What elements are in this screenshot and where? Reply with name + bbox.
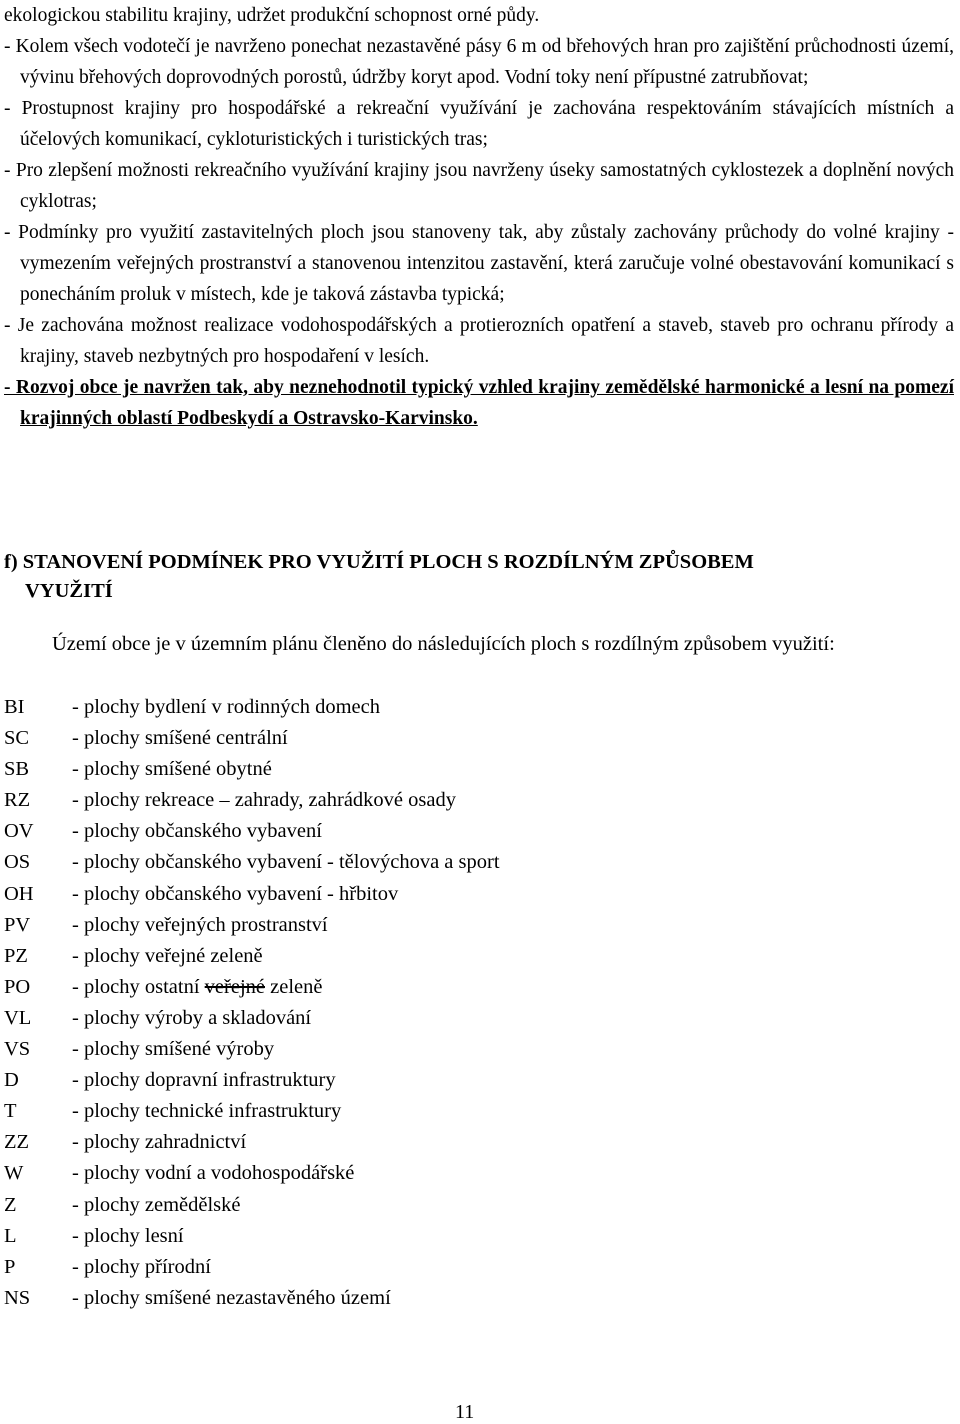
list-item — [4, 816, 704, 847]
code-description: - plochy bydlení v rodinných domech — [72, 696, 381, 718]
code-description: - plochy dopravní infrastruktury — [72, 1069, 336, 1092]
land-use-code-list — [4, 692, 704, 1314]
list-item — [4, 1127, 704, 1158]
bullet-water-measures: - Je zachována možnost realizace vodohospodářských a protierozních opatření a staveb, staveb pro ochranu přírody a krajiny, staveb nezbytných pro hospodaření v lesích. — [4, 315, 954, 367]
code-label: OS — [4, 851, 31, 874]
code-label: Z — [4, 1193, 17, 1216]
code-description: - plochy občanského vybavení - tělovýchova a sport — [72, 851, 500, 874]
code-label: D — [4, 1069, 19, 1092]
list-item — [4, 785, 704, 816]
list-item — [4, 910, 704, 941]
code-description: - plochy výroby a skladování — [72, 1006, 312, 1029]
code-label: VL — [4, 1006, 32, 1029]
bullet-landscape-character: - Rozvoj obce je navržen tak, aby neznehodnotil typický vzhled krajiny zemědělské harmonické a lesní na pomezí krajinných oblastí Podbeskydí a Ostravsko-Karvinsko. — [4, 377, 954, 429]
code-description: - plochy zemědělské — [72, 1193, 241, 1216]
code-description: - plochy smíšené výroby — [72, 1038, 275, 1061]
bullet-section — [4, 0, 954, 434]
list-item — [4, 972, 704, 1003]
code-description: - plochy veřejných prostranství — [72, 913, 328, 936]
bullet-watercourses: - Kolem všech vodotečí je navrženo ponechat nezastavěné pásy 6 m od břehových hran pro zajištění průchodnosti území, vývinu břehových doprovodných porostů, údržby koryt apod. Vodní toky není přípustné zatrubňovat; — [4, 36, 954, 88]
bullet-cycle-paths: - Pro zlepšení možnosti rekreačního využívání krajiny jsou navrženy úseky samostatných cyklostezek a doplnění nových cyklotras; — [4, 160, 954, 212]
struck-word: veřejné — [204, 975, 265, 998]
list-item — [4, 1252, 704, 1283]
list-item — [4, 692, 704, 723]
paragraph-continuation: ekologickou stabilitu krajiny, udržet produkční schopnost orné půdy. — [4, 5, 540, 26]
bullet-development-conditions: - Podmínky pro využití zastavitelných ploch jsou stanoveny tak, aby zůstaly zachovány průchody do volné krajiny - vymezením veřejných prostranství a stanovenou intenzitou zastavění, která zaručuje volné obestavování komunikací s ponecháním proluk v místech, kde je taková zástavba typická; — [4, 222, 954, 305]
code-label: SC — [4, 727, 30, 750]
section-heading-line1: f) STANOVENÍ PODMÍNEK PRO VYUŽITÍ PLOCH S ROZDÍLNÝM ZPŮSOBEM — [4, 551, 754, 573]
code-label: W — [4, 1162, 24, 1185]
section-heading-line2: VYUŽITÍ — [25, 580, 113, 602]
list-item — [4, 1034, 704, 1065]
list-item — [4, 941, 704, 972]
code-label: PV — [4, 913, 31, 936]
code-description: - plochy rekreace – zahrady, zahrádkové osady — [72, 789, 456, 812]
list-item — [4, 1065, 704, 1096]
code-label: OV — [4, 820, 34, 843]
code-description: - plochy zahradnictví — [72, 1131, 247, 1154]
code-description: - plochy smíšené obytné — [72, 758, 272, 781]
code-label: NS — [4, 1286, 31, 1309]
code-description: - plochy smíšené centrální — [72, 727, 288, 750]
code-label: SB — [4, 758, 30, 781]
bullet-permeability: - Prostupnost krajiny pro hospodářské a rekreační využívání je zachována respektováním stávajících místních a účelových komunikací, cykloturistických i turistických tras; — [4, 98, 954, 150]
code-label: RZ — [4, 789, 31, 812]
page-number: 11 — [455, 1401, 475, 1423]
code-label: BI — [4, 696, 25, 718]
list-item — [4, 1003, 704, 1034]
code-description: - plochy lesní — [72, 1224, 184, 1247]
list-item — [4, 1283, 704, 1314]
list-item — [4, 1096, 704, 1127]
list-item — [4, 1190, 704, 1221]
code-label: VS — [4, 1038, 31, 1061]
list-item — [4, 723, 704, 754]
section-intro: Území obce je v územním plánu členěno do následujících ploch s rozdílným způsobem využití: — [52, 633, 835, 655]
list-item — [4, 1221, 704, 1252]
code-description: - plochy přírodní — [72, 1255, 211, 1278]
code-label: ZZ — [4, 1131, 30, 1154]
code-description: - plochy vodní a vodohospodářské — [72, 1162, 355, 1185]
code-description-post: zeleně — [265, 975, 323, 998]
code-description: - plochy smíšené nezastavěného území — [72, 1286, 391, 1309]
code-label: T — [4, 1100, 17, 1123]
section-heading — [4, 548, 904, 606]
code-description — [72, 972, 322, 1003]
code-label: OH — [4, 882, 34, 905]
code-description: - plochy občanského vybavení — [72, 820, 322, 843]
list-item — [4, 754, 704, 785]
code-label: P — [4, 1255, 16, 1278]
code-description: - plochy veřejné zeleně — [72, 944, 263, 967]
code-description: - plochy občanského vybavení - hřbitov — [72, 882, 399, 905]
list-item — [4, 1158, 704, 1189]
list-item — [4, 847, 704, 878]
code-label: PZ — [4, 944, 28, 967]
code-label: PO — [4, 975, 31, 998]
list-item — [4, 879, 704, 910]
code-label: L — [4, 1224, 17, 1247]
code-description-pre: - plochy ostatní — [72, 975, 205, 998]
code-description: - plochy technické infrastruktury — [72, 1100, 342, 1123]
